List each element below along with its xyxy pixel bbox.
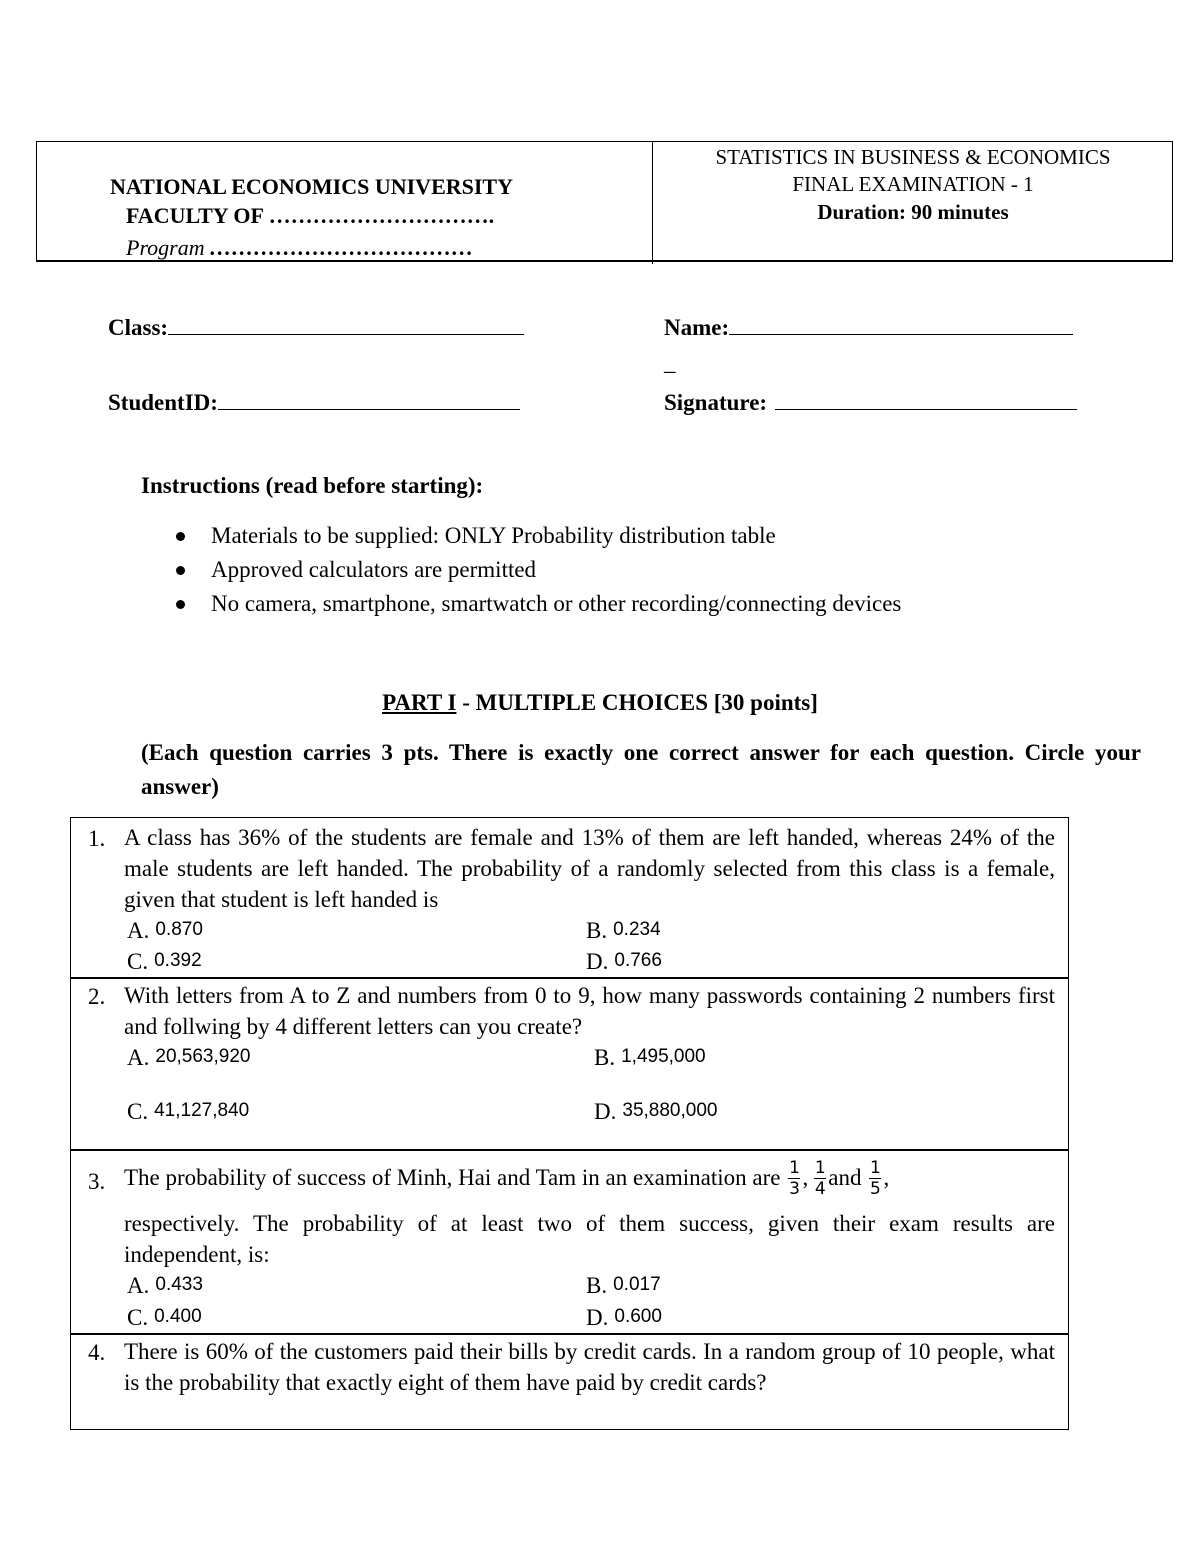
course-title: STATISTICS IN BUSINESS & ECONOMICS <box>715 145 1111 169</box>
university-name: NATIONAL ECONOMICS UNIVERSITY <box>110 174 513 199</box>
question-text-start: The probability of success of Minh, Hai and Tam in an examination are $\frac{1}{3}$ , $\frac{1}{4}$ and $\frac{1}{5}$ , <box>124 1157 890 1199</box>
program-label: Program <box>126 235 205 260</box>
exam-title: FINAL EXAMINATION - 1 <box>792 172 1034 196</box>
question-number: 1. <box>88 826 106 851</box>
question-number: 2. <box>88 984 106 1009</box>
bullet-icon <box>176 566 185 575</box>
option-b[interactable]: B. 0.234 <box>586 918 661 943</box>
fraction: $\frac{1}{4}$ <box>814 1157 826 1199</box>
signature-field <box>664 387 1077 416</box>
question-text: With letters from A to Z and numbers from 0 to 9, how many passwords containing 2 numbers first and follwing by 4 different letters can you create? <box>124 983 1055 1039</box>
option-d[interactable]: D. 35,880,000 <box>594 1099 718 1124</box>
option-d[interactable]: D. 0.766 <box>586 949 662 974</box>
option-a[interactable]: A. 20,563,920 <box>127 1045 251 1070</box>
name-label: Name: <box>664 315 730 340</box>
faculty-line: FACULTY OF …………………………. <box>126 203 495 228</box>
row-divider <box>70 977 1069 979</box>
question-text: respectively. The probability of at least two of them success, given their exam results are independent, is: <box>124 1211 1055 1267</box>
question-number: 3. <box>88 1169 106 1194</box>
studentid-input-line[interactable] <box>218 387 520 410</box>
row-divider <box>70 1333 1069 1335</box>
signature-label: Signature: <box>664 390 768 415</box>
option-b[interactable]: B. 1,495,000 <box>594 1045 706 1070</box>
fraction: $\frac{1}{3}$ <box>789 1157 800 1199</box>
option-c[interactable]: C. 41,127,840 <box>127 1099 250 1124</box>
fraction: $\frac{1}{5}$ <box>870 1157 881 1199</box>
name-input-line[interactable] <box>729 312 1073 335</box>
option-c[interactable]: C. 0.400 <box>127 1305 202 1330</box>
option-c[interactable]: C. 0.392 <box>127 949 202 974</box>
bullet-icon <box>176 532 185 541</box>
instruction-item: No camera, smartphone, smartwatch or other recording/connecting devices <box>211 591 901 617</box>
instructions-title: Instructions (read before starting): <box>141 473 484 498</box>
option-a[interactable]: A. 0.870 <box>127 918 203 943</box>
question-number: 4. <box>88 1340 106 1365</box>
question-text: A class has 36% of the students are female and 13% of them are left handed, whereas 24% of the male students are left handed. The probability of a randomly selected from this class is a female, given that student is left handed is <box>124 825 1055 912</box>
studentid-label: StudentID: <box>108 390 218 415</box>
studentid-field <box>108 387 520 416</box>
option-b[interactable]: B. 0.017 <box>586 1273 661 1298</box>
signature-input-line[interactable] <box>775 387 1077 410</box>
class-label: Class: <box>108 315 169 340</box>
program-dots: ……………………………… <box>208 235 473 260</box>
part-heading: - MULTIPLE CHOICES [30 points] <box>456 690 818 715</box>
instruction-item: Materials to be supplied: ONLY Probability distribution table <box>211 523 776 549</box>
class-field <box>108 312 524 341</box>
part-note: (Each question carries 3 pts. There is exactly one correct answer for each question. Circle your answer) <box>141 740 1141 799</box>
name-stray-mark: _ <box>664 350 676 375</box>
option-a[interactable]: A. 0.433 <box>127 1273 203 1298</box>
exam-duration: Duration: 90 minutes <box>817 200 1009 224</box>
option-d[interactable]: D. 0.600 <box>586 1305 662 1330</box>
program-line <box>126 235 473 261</box>
row-divider <box>70 1149 1069 1151</box>
part-label: PART I <box>382 690 457 715</box>
bullet-icon <box>176 600 185 609</box>
class-input-line[interactable] <box>168 312 524 335</box>
name-field <box>664 312 1073 341</box>
question-text: There is 60% of the customers paid their bills by credit cards. In a random group of 10 people, what is the probability that exactly eight of them have paid by credit cards? <box>124 1339 1055 1395</box>
instruction-item: Approved calculators are permitted <box>211 557 536 583</box>
part-title <box>0 690 1200 716</box>
